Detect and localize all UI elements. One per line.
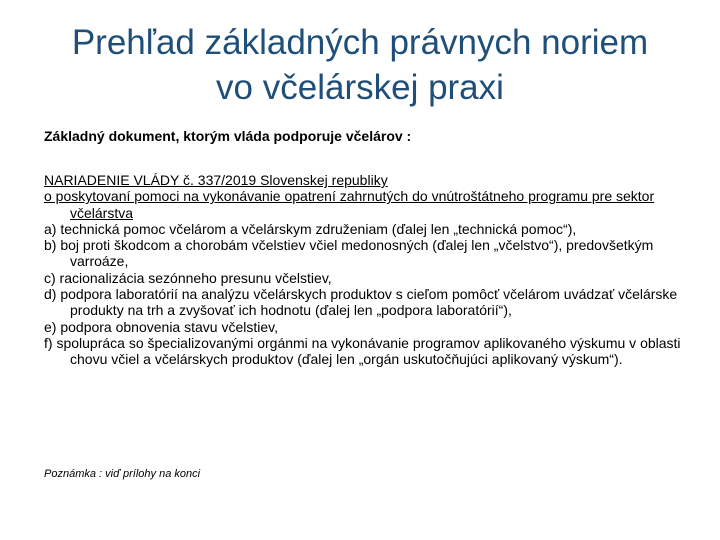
regulation-title: NARIADENIE VLÁDY č. 337/2019 Slovenskej republiky [44, 172, 388, 188]
title-line-1: Prehľad základných právnych noriem [71, 23, 649, 62]
list-item-e: e) podpora obnovenia stavu včelstiev, [44, 318, 278, 335]
slide-title [40, 20, 680, 110]
footnote: Poznámka : viď prílohy na konci [44, 468, 201, 480]
regulation-subtitle: o poskytovaní pomoci na vykonávanie opatrení zahrnutých do vnútroštátneho programu pre sektor včelárstva [44, 188, 655, 221]
list-item-b: b) boj proti škodcom a chorobám včelstiev včiel medonosných (ďalej len „včelstvo“), predovšetkým varroáze, [44, 237, 654, 270]
list-item-f: f) spolupráca so špecializovanými orgánmi na vykonávanie programov aplikovaného výskumu v oblasti chovu včiel a včelárskych produktov (ďalej len „orgán uskutočňujúci aplikovaný výskum“). [44, 334, 681, 368]
regulation-body [44, 172, 694, 368]
list-item-c: c) racionalizácia sezónneho presunu včelstiev, [44, 269, 332, 286]
list-item-d: d) podpora laboratórií na analýzu včelárskych produktov s cieľom pomôcť včelárom uvádzať včelárske produkty na trh a zvyšovať ich hodnotu (ďalej len „podpora laboratórií“), [44, 286, 678, 319]
intro-text: Základný dokument, ktorým vláda podporuje včelárov : [44, 128, 412, 144]
title-line-2: vo včelárskej praxi [216, 68, 504, 107]
list-item-a: a) technická pomoc včelárom a včelárskym združeniam (ďalej len „technická pomoc“), [44, 220, 577, 237]
